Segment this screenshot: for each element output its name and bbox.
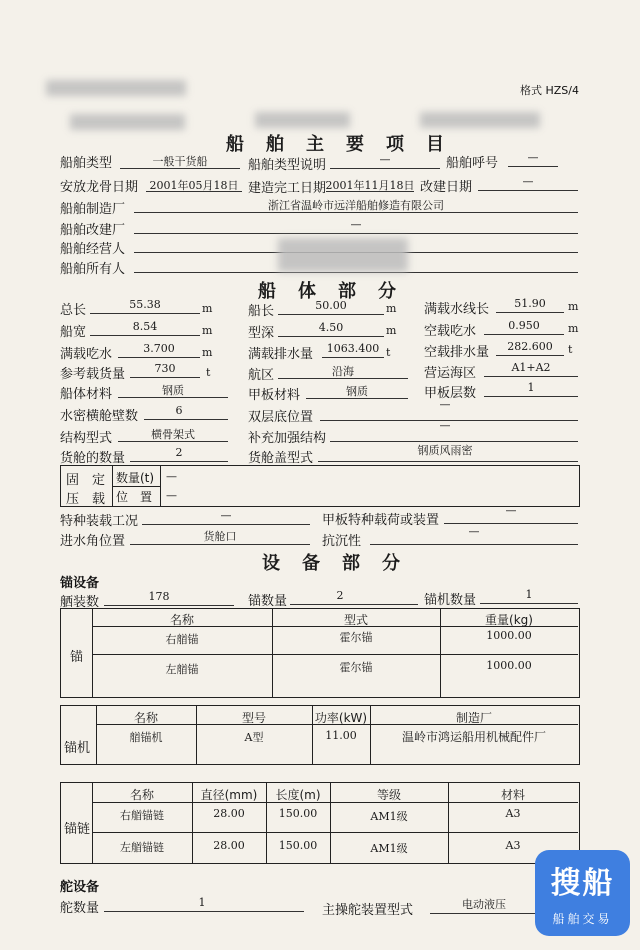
call-sign-label: 船舶呼号 [446, 156, 499, 171]
flood-label: 进水角位置 [60, 534, 126, 549]
lwl-value: 51.90 [514, 297, 546, 310]
refitter-value: — [350, 218, 362, 231]
chain-row-0-name: 右艏锚链 [120, 809, 164, 822]
watermark-line2: 船舶交易 [552, 912, 613, 926]
ballast-pos-label: 位 置 [116, 490, 153, 504]
builder-value: 浙江省温岭市远洋船舶修造有限公司 [268, 199, 444, 212]
chain-row-1-len: 150.00 [278, 839, 318, 852]
ballast-label-2: 压 载 [66, 492, 106, 507]
structure-label: 结构型式 [60, 431, 113, 446]
windlass-col-name: 名称 [133, 711, 158, 725]
chain-row-0-dia: 28.00 [213, 807, 245, 820]
deck-special-label: 甲板特种载荷或装置 [322, 513, 440, 528]
refit-date-value: — [522, 175, 534, 188]
build-date-value: 2001年11月18日 [325, 179, 415, 192]
flood-value: 货舱口 [203, 530, 237, 543]
anchor-row-0-weight: 1000.00 [486, 629, 532, 642]
ballast-qty-value: — [166, 470, 177, 483]
windlass-row-0-model: A型 [244, 731, 264, 744]
chain-row-1-dia: 28.00 [213, 839, 245, 852]
redacted-header [46, 80, 186, 96]
full-disp-value: 1063.400 [326, 342, 380, 355]
windlass-row-0-power: 11.00 [325, 729, 357, 742]
anchor-row-1-type: 霍尔锚 [339, 661, 373, 674]
op-area-label: 营运海区 [424, 366, 477, 381]
equipment-title: 设备部分 [262, 553, 422, 574]
windlass-table-side: 锚机 [64, 741, 91, 756]
chain-col-len: 长度(m) [275, 788, 321, 802]
loa-value: 55.38 [129, 298, 161, 311]
redacted-block [255, 112, 350, 128]
chain-row-1-mat: A3 [505, 839, 521, 852]
light-disp-value: 282.600 [507, 340, 553, 353]
deck-layers-value: 1 [527, 381, 535, 394]
reinforce-label: 补充加强结构 [248, 431, 327, 446]
beam-value: 8.54 [132, 320, 158, 333]
form-code: 格式 HZS/4 [520, 84, 579, 97]
nav-area-label: 航区 [248, 368, 275, 383]
redacted-block [420, 112, 540, 128]
main-items-title: 船舶主要项目 [226, 134, 466, 155]
windlass-col-maker: 制造厂 [455, 711, 492, 725]
beam-unit: m [202, 324, 213, 337]
windlass-col-power: 功率(kW) [314, 711, 368, 725]
hull-mat-label: 船体材料 [60, 387, 113, 402]
light-disp-label: 空载排水量 [424, 345, 490, 360]
chain-row-0-len: 150.00 [278, 807, 318, 820]
hull-mat-value: 钢质 [162, 384, 184, 397]
numeral-label: 舾装数 [60, 595, 100, 610]
sink-label: 抗沉性 [322, 534, 362, 549]
light-draft-label: 空载吃水 [424, 324, 477, 339]
rudder-title: 舵设备 [60, 880, 100, 895]
chain-table-side: 锚链 [64, 822, 91, 837]
lwl-label: 满载水线长 [424, 302, 490, 317]
special-load-value: — [220, 509, 232, 522]
double-bottom-value: — [439, 398, 451, 411]
depth-unit: m [386, 324, 397, 337]
beam-label: 船宽 [60, 325, 87, 340]
numeral-value: 178 [148, 590, 170, 603]
type-desc-label: 船舶类型说明 [248, 158, 327, 173]
rudder-count-value: 1 [198, 896, 206, 909]
lwl-unit: m [568, 300, 579, 313]
deck-mat-value: 钢质 [346, 385, 368, 398]
op-area-value: A1+A2 [511, 361, 551, 374]
chain-row-1-name: 左艏锚链 [120, 841, 164, 854]
bulkhead-value: 6 [175, 404, 183, 417]
hatch-value: 钢质风雨密 [417, 444, 473, 457]
ballast-qty-label: 数量(t) [116, 471, 155, 485]
sink-value: — [468, 525, 480, 538]
anchor-row-0-name: 右艏锚 [165, 633, 199, 646]
type-desc-value: — [379, 153, 391, 166]
windlass-row-0-name: 艏锚机 [129, 731, 163, 744]
ballast-label-1: 固 定 [66, 473, 106, 488]
owner-label: 船舶所有人 [60, 262, 126, 277]
lbp-value: 50.00 [315, 299, 347, 312]
anchor-row-0-type: 霍尔锚 [339, 631, 373, 644]
anchor-col-type: 型式 [343, 613, 368, 627]
full-disp-label: 满载排水量 [248, 347, 314, 362]
bulkhead-label: 水密横舱壁数 [60, 409, 139, 424]
call-sign-value: — [527, 151, 539, 164]
ref-load-value: 730 [154, 362, 176, 375]
anchor-row-1-name: 左艏锚 [165, 663, 199, 676]
full-draft-value: 3.700 [143, 342, 175, 355]
hull-title: 船体部分 [258, 281, 418, 302]
holds-label: 货舱的数量 [60, 451, 126, 466]
lbp-label: 船长 [248, 304, 275, 319]
ref-load-label: 参考载货量 [60, 367, 126, 382]
steering-label: 主操舵装置型式 [322, 903, 414, 918]
windlass-col-model: 型号 [241, 711, 266, 725]
ship-type-label: 船舶类型 [60, 156, 113, 171]
chain-col-mat: 材料 [500, 788, 525, 802]
anchor-row-1-weight: 1000.00 [486, 659, 532, 672]
redacted-block [70, 114, 185, 130]
redacted-owner [278, 238, 408, 272]
light-draft-unit: m [568, 322, 579, 335]
keel-date-value: 2001年05月18日 [149, 179, 239, 192]
operator-label: 船舶经营人 [60, 242, 126, 257]
double-bottom-label: 双层底位置 [248, 410, 314, 425]
full-disp-unit: t [386, 346, 391, 359]
light-draft-value: 0.950 [508, 319, 540, 332]
windlass-row-0-maker: 温岭市鸿运船用机械配件厂 [401, 730, 546, 744]
holds-value: 2 [175, 446, 183, 459]
depth-label: 型深 [248, 326, 275, 341]
rudder-count-label: 舵数量 [60, 901, 100, 916]
build-date-label: 建造完工日期 [248, 181, 327, 196]
watermark-line1: 搜船 [550, 866, 615, 901]
chain-row-0-mat: A3 [505, 807, 521, 820]
anchor-col-name: 名称 [169, 613, 194, 627]
windlass-count-value: 1 [525, 588, 533, 601]
ballast-pos-value: — [166, 489, 177, 502]
depth-value: 4.50 [318, 321, 344, 334]
anchor-count-label: 锚数量 [248, 594, 288, 609]
steering-value: 电动液压 [462, 898, 506, 911]
deck-mat-label: 甲板材料 [248, 388, 301, 403]
refit-date-label: 改建日期 [420, 180, 473, 195]
anchor-count-value: 2 [336, 589, 344, 602]
chain-col-grade: 等级 [376, 788, 401, 802]
anchor-table-side: 锚 [70, 650, 84, 665]
hatch-label: 货舱盖型式 [248, 451, 314, 466]
chain-col-name: 名称 [129, 788, 154, 802]
anchor-col-weight: 重量(kg) [485, 613, 533, 627]
structure-value: 横骨架式 [151, 428, 195, 441]
ref-load-unit: t [206, 366, 211, 379]
nav-area-value: 沿海 [332, 365, 354, 378]
keel-date-label: 安放龙骨日期 [60, 180, 139, 195]
ship-type-value: 一般干货船 [152, 155, 208, 168]
full-draft-label: 满载吃水 [60, 347, 113, 362]
loa-label: 总长 [60, 303, 87, 318]
windlass-count-label: 锚机数量 [424, 593, 477, 608]
light-disp-unit: t [568, 343, 573, 356]
chain-row-1-grade: AM1级 [370, 842, 408, 855]
deck-layers-label: 甲板层数 [424, 386, 477, 401]
special-load-label: 特种装载工况 [60, 514, 139, 529]
lbp-unit: m [386, 302, 397, 315]
reinforce-value: — [439, 419, 451, 432]
loa-unit: m [202, 302, 213, 315]
anchor-title: 锚设备 [60, 576, 100, 591]
watermark-logo [535, 850, 630, 936]
chain-col-dia: 直径(mm) [200, 788, 258, 802]
refitter-label: 船舶改建厂 [60, 223, 126, 238]
chain-row-0-grade: AM1级 [370, 810, 408, 823]
full-draft-unit: m [202, 346, 213, 359]
builder-label: 船舶制造厂 [60, 202, 126, 217]
deck-special-value: — [505, 504, 517, 517]
